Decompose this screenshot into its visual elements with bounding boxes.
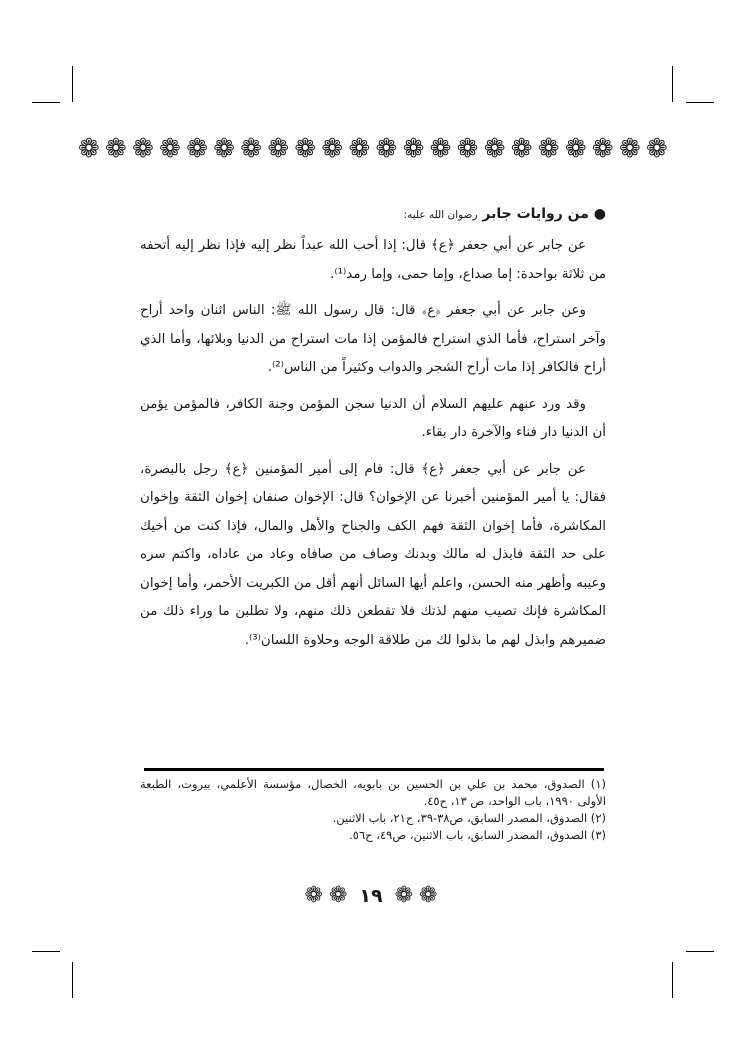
footnote: (١) الصدوق، محمد بن علي بن الحسين بن بابويه، الخصال، مؤسسة الأعلمي، بيروت، الطبعة الأولى ١٩٩٠، باب الواحد، ص ١٣، ح٤٥. (140, 777, 606, 808)
crop-mark (72, 66, 73, 102)
crop-mark (32, 102, 60, 103)
crop-mark (32, 951, 60, 952)
ornament-icon: ❁ (78, 134, 100, 164)
ornament-icon: ❁ (510, 134, 533, 164)
ornament-icon: ❁ (394, 883, 414, 908)
paragraph: عن جابر عن أبي جعفر ﴿ع﴾ قال: إذا أحب الله عبداً نظر إليه فإذا نظر إليه أتحفه من ثلاثة بواحدة: إما صداع، وإما حمى، وإما رمد⁽¹⁾. (140, 238, 606, 282)
ornament-icon: ❁ (267, 134, 290, 164)
ornament-icon: ❁ (105, 134, 127, 164)
ornament-icon: ❁ (375, 134, 398, 164)
crop-mark (686, 102, 714, 103)
ornament-icon: ❁ (132, 134, 154, 164)
crop-mark (672, 66, 673, 102)
footnote-divider (144, 768, 604, 771)
ornament-icon: ❁ (186, 134, 208, 164)
ornament-icon: ❁ (456, 134, 479, 164)
crop-mark (72, 962, 73, 998)
ornament-icon: ❁ (159, 134, 181, 164)
ornament-icon: ❁ (591, 134, 614, 164)
ornament-border (78, 132, 668, 166)
ornament-icon: ❁ (429, 134, 452, 164)
footnote: (٢) الصدوق، المصدر السابق، ص٣٨-٣٩، ح٢١، باب الاثنين. (332, 811, 606, 825)
footnotes (140, 776, 606, 844)
crop-mark (672, 962, 673, 998)
ornament-icon: ❁ (304, 883, 323, 908)
section-subtitle: رضوان الله عليه: (403, 209, 478, 221)
ornament-icon: ❁ (483, 134, 506, 164)
ornament-icon: ❁ (419, 883, 438, 908)
ornament-icon: ❁ (213, 134, 236, 164)
ornament-icon: ❁ (328, 883, 348, 908)
paragraph: عن جابر عن أبي جعفر ﴿ع﴾ قال: قام إلى أمير المؤمنين ﴿ع﴾ رجل بالبصرة، فقال: يا أمير المؤمنين أخبرنا عن الإخوان؟ قال: الإخوان صنفان إخوان الثقة وإخوان المكاشرة، فأما إخوان الثقة فهم الكف والجناح والأهل والمال، فإذا كنت من أخيك على حد الثقة فابذل له مالك وبدنك وصاف من صافاه وعاد من عاداه، واكتم سره وعيبه وأظهر منه الحسن، واعلم أيها السائل أنهم أقل من الكبريت الأحمر، وأما إخوان المكاشرة فإنك تصيب منهم لذتك فلا تقطعن ذلك منهم، ولا تطلبن ما وراء ذلك من ضميرهم وابذل لهم ما بذلوا لك من طلاقة الوجه وحلاوة اللسان⁽³⁾. (140, 461, 606, 648)
ornament-icon: ❁ (348, 134, 371, 164)
bullet-icon: ● (593, 206, 606, 222)
paragraph: وعن جابر عن أبي جعفر ﴿ع﴾ قال: قال رسول الله ﷺ: الناس اثنان واحد أراح وآخر استراح، فأما الذي استراح فالمؤمن إذا مات استراح من الدنيا وبلائها، وأما الذي أراح فالكافر إذا مات أراح الشجر والدواب وكثيراً من الناس⁽²⁾. (140, 303, 606, 375)
ornament-icon: ❁ (537, 134, 560, 164)
ornament-icon: ❁ (321, 134, 344, 164)
section-heading (140, 200, 606, 229)
page-footer (296, 883, 446, 909)
crop-mark (686, 951, 714, 952)
ornament-icon: ❁ (294, 134, 317, 164)
main-text (140, 200, 606, 663)
ornament-icon: ❁ (240, 134, 263, 164)
page-number: ١٩ (359, 885, 383, 907)
ornament-icon: ❁ (645, 134, 668, 164)
ornament-icon: ❁ (564, 134, 587, 164)
footnote: (٣) الصدوق، المصدر السابق، باب الاثنين، ص٤٩، ح٥٦. (349, 828, 606, 842)
section-title: من روايات جابر (482, 206, 589, 222)
ornament-icon: ❁ (402, 134, 425, 164)
ornament-icon: ❁ (618, 134, 641, 164)
paragraph: وقد ورد عنهم عليهم السلام أن الدنيا سجن المؤمن وجنة الكافر، فالمؤمن يؤمن أن الدنيا دار فناء والآخرة دار بقاء. (140, 396, 606, 440)
